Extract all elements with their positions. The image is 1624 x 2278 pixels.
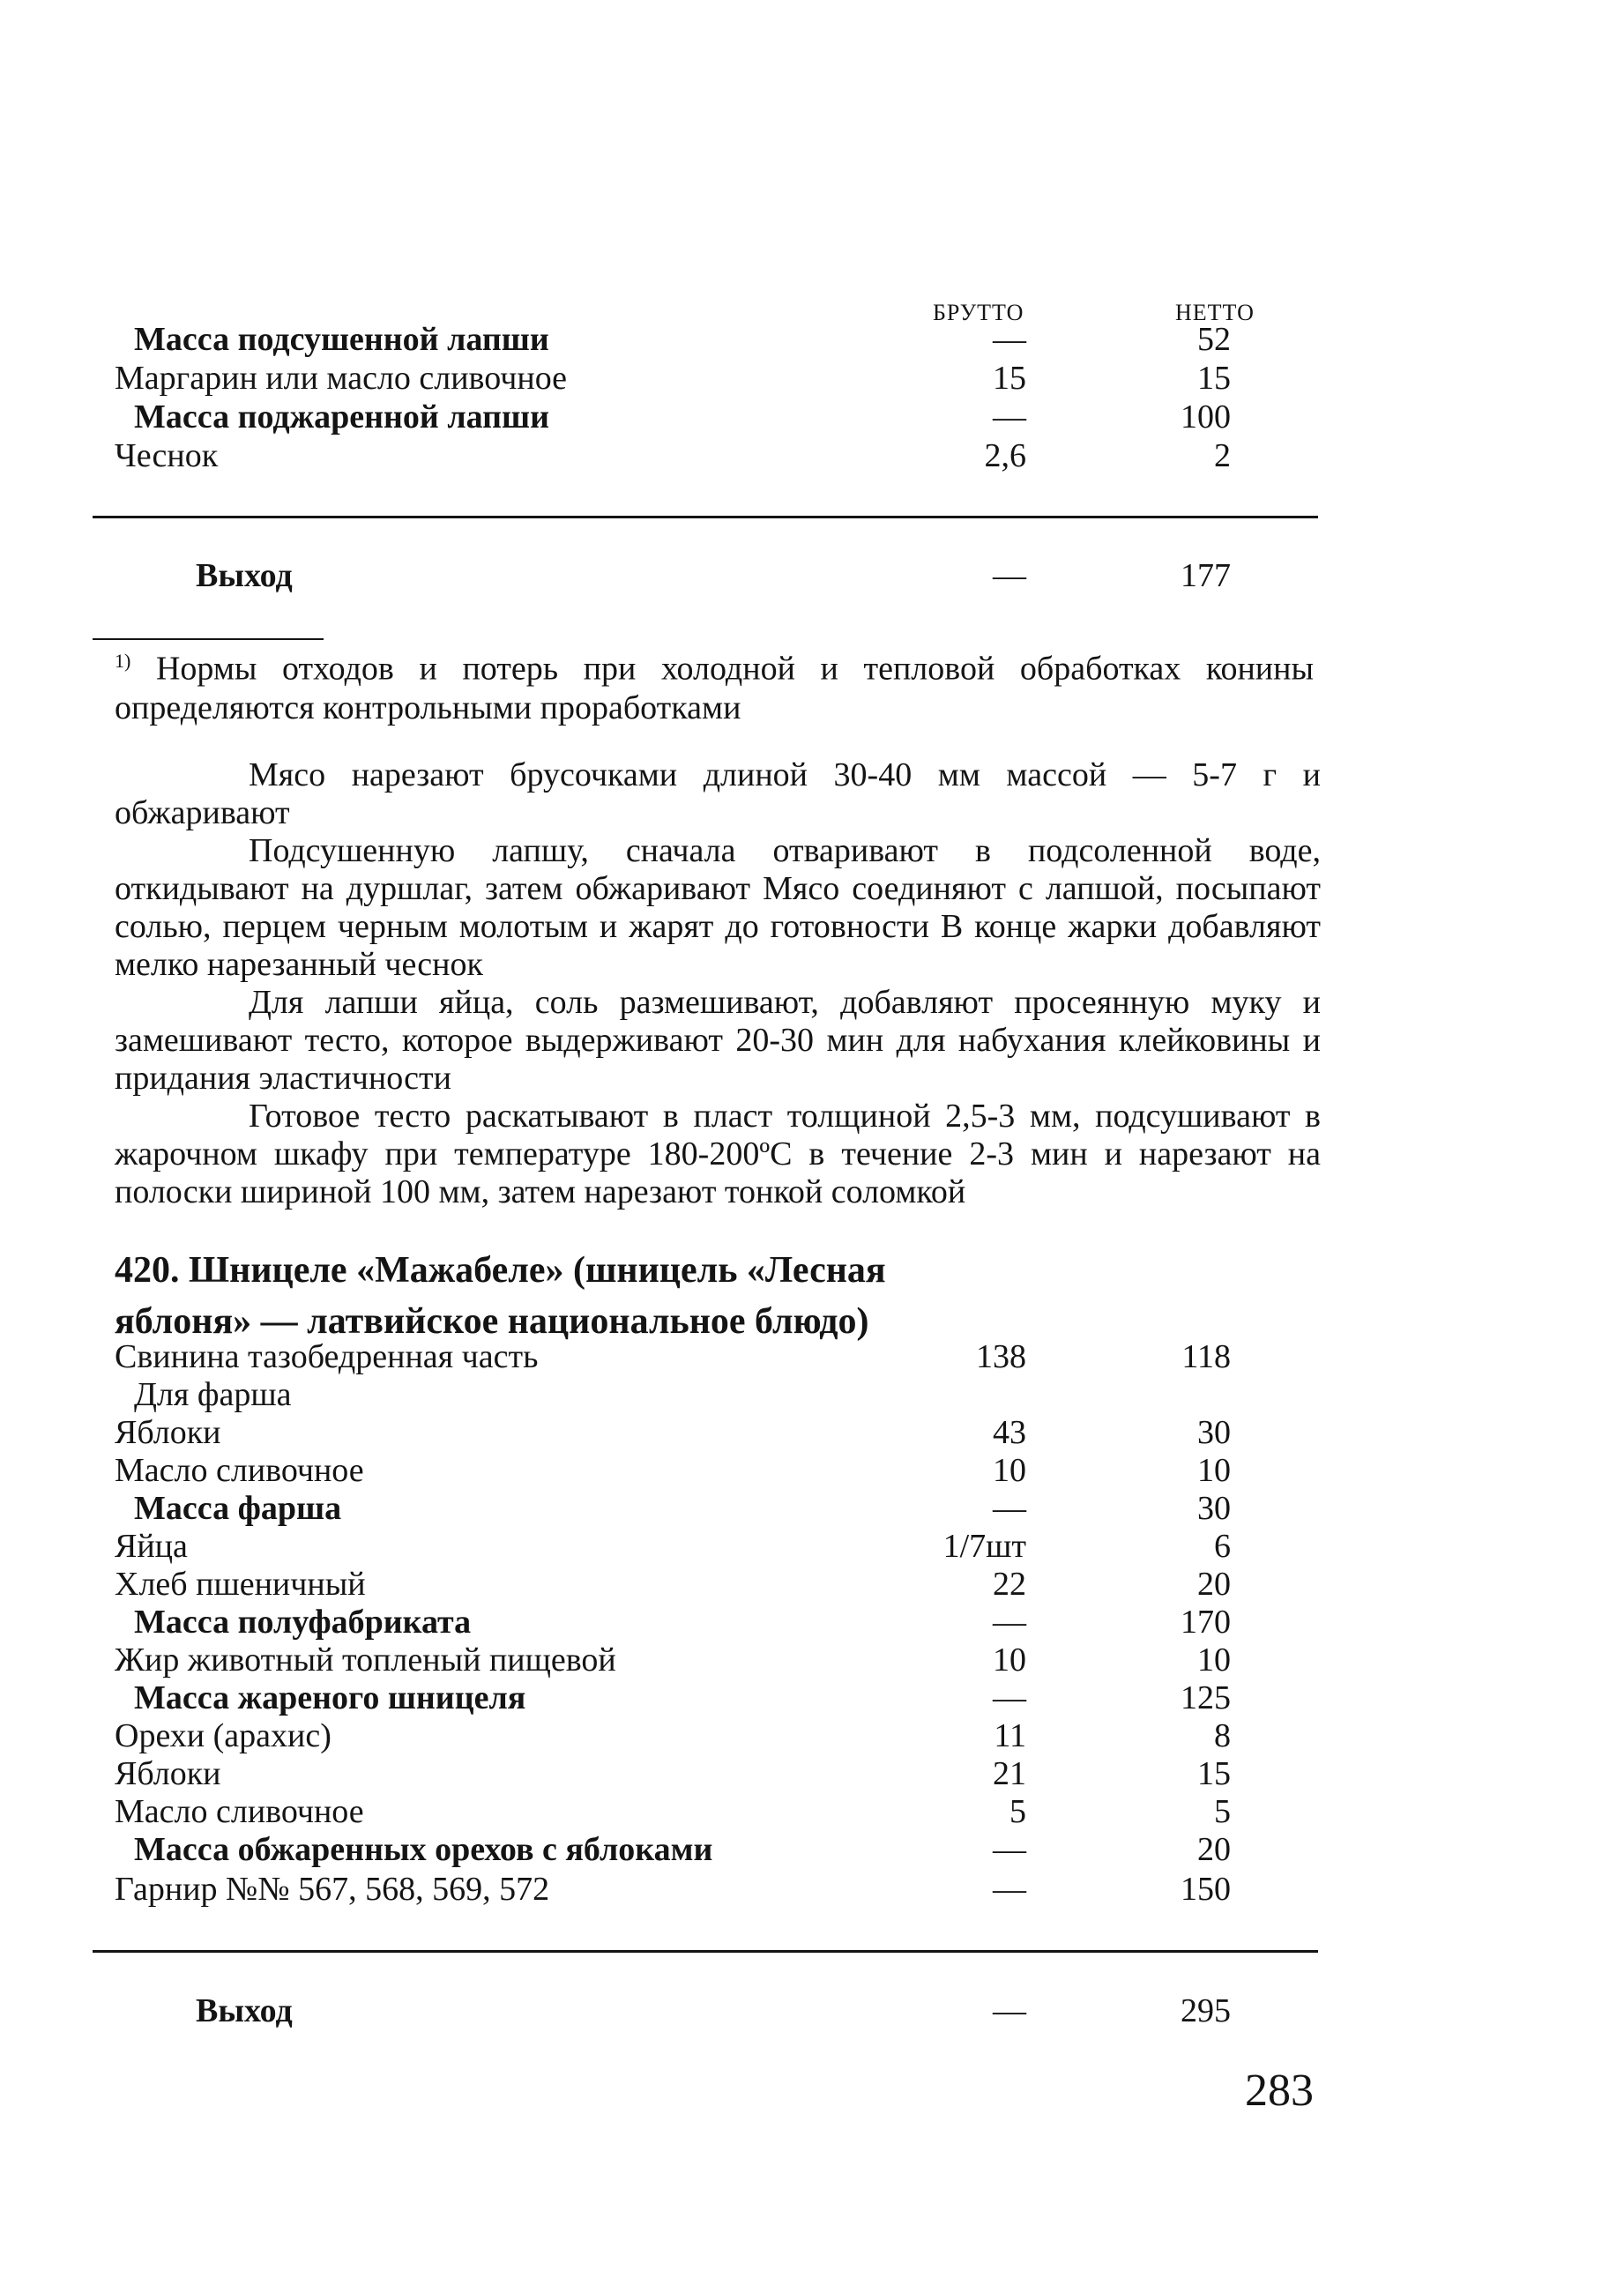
- netto-value: 170: [1181, 1604, 1231, 1641]
- netto-value: 30: [1197, 1490, 1231, 1527]
- ingredient-name: Свинина тазобедренная часть: [115, 1338, 539, 1375]
- table-row: [0, 1374, 1624, 1415]
- ingredient-name: Масса фарша: [134, 1490, 342, 1527]
- footnote: [115, 642, 1314, 727]
- ingredient-name: Масса поджаренной лапши: [134, 398, 550, 436]
- netto-value: 2: [1214, 437, 1231, 474]
- page-number: 283: [1245, 2066, 1314, 2116]
- brutto-value: —: [993, 398, 1026, 436]
- brutto-value: 5: [1009, 1793, 1026, 1830]
- table-row: [0, 1526, 1624, 1567]
- brutto-value: 43: [993, 1414, 1026, 1451]
- table-row: [0, 1564, 1624, 1604]
- netto-value: 125: [1181, 1679, 1231, 1716]
- table-row: [0, 436, 1624, 476]
- table-row: [0, 1602, 1624, 1642]
- ingredient-name: Яйца: [115, 1528, 188, 1565]
- table-row: [0, 1678, 1624, 1718]
- netto-value: 10: [1197, 1452, 1231, 1489]
- table-row: [0, 1829, 1624, 1870]
- output-brutto: —: [993, 1992, 1026, 2029]
- ingredient-name: Хлеб пшеничный: [115, 1566, 366, 1603]
- ingredient-name: Для фарша: [134, 1376, 292, 1413]
- output-label: Выход: [196, 1992, 293, 2029]
- output-row: [0, 555, 1624, 596]
- footnote-rule: [93, 638, 324, 640]
- brutto-value: —: [993, 1604, 1026, 1641]
- paragraph: Подсушенную лапшу, сначала отваривают в подсоленной воде, откидывают на дуршлаг, затем обжаривают Мясо соединяют с лапшой, посыпают солью, перцем черным молотым и жарят до готовности В конце жарки добавляют мелко нарезанный чеснок: [115, 832, 1321, 983]
- brutto-value: 11: [994, 1717, 1026, 1754]
- brutto-value: —: [993, 1871, 1026, 1908]
- ingredient-name: Масса обжаренных орехов с яблоками: [134, 1831, 713, 1868]
- netto-value: 8: [1214, 1717, 1231, 1754]
- table-row: [0, 1412, 1624, 1453]
- table-row: [0, 1336, 1624, 1377]
- netto-value: 15: [1197, 1755, 1231, 1792]
- ingredient-name: Масса жареного шницеля: [134, 1679, 526, 1716]
- footnote-marker: 1): [115, 650, 131, 672]
- brutto-value: 10: [993, 1452, 1026, 1489]
- table-row: [0, 1753, 1624, 1794]
- ingredient-name: Гарнир №№ 567, 568, 569, 572: [115, 1871, 550, 1908]
- brutto-value: 21: [993, 1755, 1026, 1792]
- brutto-value: —: [993, 1490, 1026, 1527]
- table-row: [0, 358, 1624, 398]
- table-row: [0, 1791, 1624, 1832]
- paragraph: Готовое тесто раскатывают в пласт толщиной 2,5-3 мм, подсушивают в жарочном шкафу при температуре 180-200ºС в течение 2-3 мин и нарезают на полоски шириной 100 мм, затем нарезают тонкой соломкой: [115, 1098, 1321, 1210]
- netto-value: 100: [1181, 398, 1231, 436]
- table-row: [0, 1716, 1624, 1756]
- table-row: [0, 319, 1624, 360]
- output-brutto: —: [993, 557, 1026, 594]
- footnote-text: Нормы отходов и потерь при холодной и тепловой обработках конины определяются контрольными проработками: [115, 650, 1314, 726]
- ingredient-name: Яблоки: [115, 1755, 221, 1792]
- brutto-value: 15: [993, 360, 1026, 397]
- paragraph: Для лапши яйца, соль размешивают, добавляют просеянную муку и замешивают тесто, которое выдерживают 20-30 мин для набухания клейковины и придания эластичности: [115, 984, 1321, 1097]
- ingredient-name: Маргарин или масло сливочное: [115, 360, 568, 397]
- table-divider: [93, 1950, 1318, 1953]
- ingredient-name: Жир животный топленый пищевой: [115, 1642, 616, 1679]
- table-divider: [93, 516, 1318, 518]
- ingredient-name: Яблоки: [115, 1414, 221, 1451]
- netto-value: 5: [1214, 1793, 1231, 1830]
- table-row: [0, 1640, 1624, 1680]
- column-header-netto: НЕТТО: [1175, 300, 1255, 325]
- ingredient-name: Масса подсушенной лапши: [134, 321, 549, 358]
- netto-value: 10: [1197, 1642, 1231, 1679]
- table-row: [0, 397, 1624, 437]
- brutto-value: —: [993, 1679, 1026, 1716]
- recipe-title: 420. Шницеле «Мажабеле» (шницель «Лесная яблоня» — латвийское национальное блюдо): [115, 1250, 886, 1342]
- brutto-value: —: [993, 1831, 1026, 1868]
- brutto-value: —: [993, 321, 1026, 358]
- ingredient-name: Масло сливочное: [115, 1452, 364, 1489]
- brutto-value: 1/7шт: [942, 1528, 1026, 1565]
- ingredient-name: Масло сливочное: [115, 1793, 364, 1830]
- ingredient-name: Чеснок: [115, 437, 219, 474]
- netto-value: 30: [1197, 1414, 1231, 1451]
- ingredient-name: Орехи (арахис): [115, 1717, 332, 1754]
- netto-value: 150: [1181, 1871, 1231, 1908]
- netto-value: 15: [1197, 360, 1231, 397]
- netto-value: 118: [1181, 1338, 1231, 1375]
- brutto-value: 138: [976, 1338, 1026, 1375]
- netto-value: 6: [1214, 1528, 1231, 1565]
- output-netto: 295: [1181, 1992, 1231, 2029]
- column-header-brutto: БРУТТО: [933, 300, 1024, 325]
- output-label: Выход: [196, 557, 293, 594]
- paragraph: Мясо нарезают брусочками длиной 30-40 мм массой — 5-7 г и обжаривают: [115, 756, 1321, 831]
- netto-value: 20: [1197, 1566, 1231, 1603]
- netto-value: 20: [1197, 1831, 1231, 1868]
- table-row: [0, 1488, 1624, 1529]
- brutto-value: 22: [993, 1566, 1026, 1603]
- table-row: [0, 1869, 1624, 1910]
- ingredient-name: Масса полуфабриката: [134, 1604, 472, 1641]
- table-row: [0, 1450, 1624, 1491]
- output-netto: 177: [1181, 557, 1231, 594]
- netto-value: 52: [1197, 321, 1231, 358]
- brutto-value: 10: [993, 1642, 1026, 1679]
- brutto-value: 2,6: [984, 437, 1026, 474]
- output-row: [0, 1991, 1624, 2031]
